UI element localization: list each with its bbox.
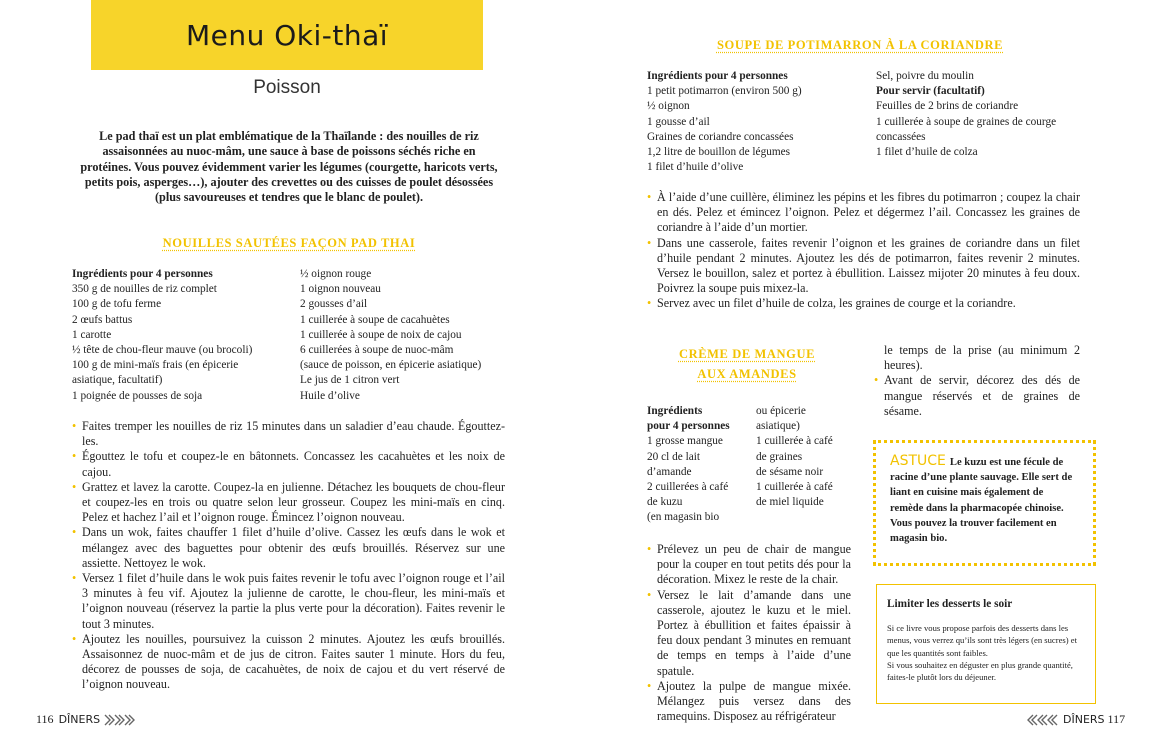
chevrons-right-icon [103, 714, 143, 726]
ingredient-item: 2 œufs battus [72, 313, 133, 326]
recipe-title-mango-cream [647, 344, 847, 384]
ingredients-column-2 [300, 267, 510, 404]
recipe-step: • Grattez et lavez la carotte. Coupez-la en julienne. Détachez les bouquets de chou-fleur et coupez-les en trois ou quatre selon leur grosseur. Coupez les mini-maïs en cinq. Pelez et hachez l’ail et l’oignon rouge. Émincez l’oignon nouveau. [72, 480, 505, 526]
ingredient-item: de kuzu [647, 496, 683, 509]
intro-paragraph: Le pad thaï est un plat emblématique de la Thaïlande : des nouilles de riz assaisonnées au nuoc-mâm, une sauce à base de poissons séchés riche en protéines. Vous pouvez évidemment varier les légumes (courgette, haricots verts, petits pois, asperges…), ajouter des crevettes ou des cuisses de poulet désossées (plus savoureuses et tendres que le blanc de poulet). [80, 129, 498, 205]
ingredient-item: 1 cuillerée à soupe de graines de courge [876, 115, 1057, 128]
ingredient-item: Graines de coriandre concassées [647, 130, 794, 143]
ingredient-item: 6 cuillerées à soupe de nuoc-mâm [300, 344, 454, 357]
recipe-step: • À l’aide d’une cuillère, éliminez les pépins et les fibres du potimarron ; coupez la chair en dés. Pelez et émincez l’oignon. Pelez et dégermez l’ail. Concassez les graines de coriandre à l’aide d’un mortier. [647, 190, 1080, 236]
ingredient-item: Sel, poivre du moulin [876, 70, 974, 82]
dessert-note-box [876, 584, 1096, 704]
ingredient-item: de sésame noir [756, 465, 824, 478]
ingredient-item: ½ tête de chou-fleur mauve (ou brocoli) [72, 344, 253, 357]
title-line: AUX AMANDES [697, 367, 797, 381]
ingredient-item: 1 gousse d’ail [647, 115, 710, 128]
cream-steps-left [647, 542, 851, 724]
ingredient-item: ou épicerie [756, 405, 806, 417]
dessert-note-text [887, 622, 1085, 683]
section-name: DÎNERS [58, 713, 101, 726]
ingredient-item: (en magasin bio [647, 511, 720, 524]
title-line: CRÈME DE MANGUE [678, 347, 816, 361]
recipe-step: • Ajoutez la pulpe de mangue mixée. Mélangez puis versez dans des ramequins. Disposez au réfrigérateur [647, 679, 851, 725]
ingredients-heading: pour 4 personnes [647, 420, 730, 433]
ingredient-item: ½ oignon rouge [300, 268, 372, 280]
ingredient-item: 1 cuillerée à soupe de noix de cajou [300, 328, 462, 341]
ingredient-item: 2 gousses d’ail [300, 298, 368, 311]
page-number: 116 [36, 712, 54, 726]
step-continuation: le temps de la prise (au minimum 2 heures). [884, 343, 1080, 373]
dessert-note-title: Limiter les desserts le soir [887, 598, 1013, 610]
ingredient-list [72, 282, 302, 404]
ingredient-item: 1 carotte [72, 328, 112, 341]
note-paragraph: Si ce livre vous propose parfois des desserts dans les menus, vous verrez qu’ils sont très légers (en sucres) et que les quantités sont faibles. [887, 623, 1077, 658]
note-paragraph: Si vous souhaitez en déguster en plus grande quantité, faites-le plutôt lors du déjeuner. [887, 659, 1073, 683]
ingredient-item: (sauce de poisson, en épicerie asiatique) [300, 359, 482, 372]
recipe-step: • Prélevez un peu de chair de mangue pour la couper en tout petits dés pour la décoration. Mixez le reste de la chair. [647, 542, 851, 588]
ingredient-item: 1 petit potimarron (environ 500 g) [647, 85, 802, 98]
ingredient-item: d’amande [647, 465, 692, 478]
ingredient-item: 1,2 litre de bouillon de légumes [647, 146, 791, 159]
tip-body: Le kuzu est une fécule de racine d’une plante sauvage. Elle sert de liant en cuisine mais également de remède dans la pharmacopée chinoise. Vous pouvez la trouver facilement en magasin bio. [890, 457, 1073, 545]
recipe-step: • Servez avec un filet d’huile de colza, les graines de courge et la coriandre. [647, 296, 1080, 311]
ingredient-item: 1 grosse mangue [647, 435, 723, 448]
right-footer [1024, 712, 1125, 727]
recipe-step: • Versez 1 filet d’huile dans le wok puis faites revenir le tofu avec l’oignon rouge et l’ail 3 minutes à feu vif. Ajoutez la julienne de carotte, le chou-fleur, les mini-maïs et l’oignon nouveau (réservez la partie la plus verte pour la décoration). Faites revenir le tout 3 minutes. [72, 571, 505, 632]
ingredient-item: 1 poignée de pousses de soja [72, 389, 203, 402]
tip-box [873, 440, 1096, 566]
ingredients-column-1 [72, 267, 302, 404]
ingredient-item: Feuilles de 2 brins de coriandre [876, 100, 1019, 113]
soup-ingredients-column-1 [647, 69, 877, 175]
cream-ingredients-column-2 [756, 404, 856, 510]
ingredient-item: 1 cuillerée à soupe de cacahuètes [300, 313, 450, 326]
ingredient-item: 100 g de tofu ferme [72, 298, 162, 311]
ingredient-item: 1 cuillerée à café [756, 481, 833, 494]
ingredient-item: de miel liquide [756, 496, 824, 509]
serve-heading: Pour servir (facultatif) [876, 85, 985, 98]
pad-thai-steps [72, 419, 505, 693]
ingredient-item: ½ oignon [647, 100, 690, 113]
menu-title: Menu Oki-thaï [185, 18, 389, 52]
soup-steps [647, 190, 1080, 312]
ingredient-item: asiatique) [756, 420, 800, 433]
tip-label: ASTUCE [890, 453, 946, 469]
ingredient-item: Le jus de 1 citron vert [300, 374, 400, 387]
ingredient-item: 2 cuillerées à café [647, 481, 729, 494]
ingredient-item: 1 filet d’huile de colza [876, 146, 978, 159]
ingredient-item: asiatique, facultatif) [72, 374, 163, 387]
ingredient-item: 20 cl de lait [647, 450, 701, 463]
ingredient-item: 1 filet d’huile d’olive [647, 161, 744, 174]
title-banner [91, 0, 483, 70]
chevrons-left-icon [1024, 714, 1060, 726]
ingredient-item: 100 g de mini-maïs frais (en épicerie [72, 359, 239, 372]
cream-steps-right [874, 343, 1080, 419]
cream-ingredients-column-1 [647, 404, 757, 526]
recipe-step: • Ajoutez les nouilles, poursuivez la cuisson 2 minutes. Ajoutez les œufs brouillés. Assaisonnez de nuoc-mâm et de jus de citron. Faites sauter 1 minute. Hors du feu, décorez de pousses de soja, de cacahuètes, de noix de cajou et du vert réservé de l’oignon nouveau. [72, 632, 505, 693]
ingredient-item: 1 cuillerée à café [756, 435, 833, 448]
recipe-step: • Dans un wok, faites chauffer 1 filet d’huile d’olive. Cassez les œufs dans le wok et mélangez avec des baguettes pour obtenir des œufs brouillés. Réservez sur une assiette. Nettoyez le wok. [72, 525, 505, 571]
ingredients-heading: Ingrédients [647, 405, 703, 417]
ingredient-item: concassées [876, 130, 926, 143]
recipe-title-soup: SOUPE DE POTIMARRON À LA CORIANDRE [716, 38, 1004, 52]
recipe-step: • Égouttez le tofu et coupez-le en bâtonnets. Concassez les cacahuètes et les noix de cajou. [72, 449, 505, 479]
recipe-step: • Dans une casserole, faites revenir l’oignon et les graines de coriandre dans un filet d’huile pendant 2 minutes. Ajoutez les dés de potimarron, faites revenir 2 minutes. Versez le bouillon, salez et portez à ébullition. Laissez mijoter 20 minutes à feu doux. Poivrez la soupe puis mixez-la. [647, 236, 1080, 297]
ingredient-item: 1 oignon nouveau [300, 283, 381, 296]
ingredients-heading: Ingrédients pour 4 personnes [647, 70, 788, 82]
tip-text [890, 454, 1079, 546]
left-footer [36, 712, 143, 727]
ingredient-item: de graines [756, 450, 803, 463]
recipe-step: • Versez le lait d’amande dans une casserole, ajoutez le kuzu et le miel. Portez à ébullition et faites épaissir à feu doux pendant 3 minutes en remuant de temps en temps à l’aide d’une spatule. [647, 588, 851, 679]
soup-ingredients-column-2 [876, 69, 1086, 160]
ingredient-item: Huile d’olive [300, 389, 360, 402]
section-name: DÎNERS [1063, 713, 1105, 726]
ingredients-heading: Ingrédients pour 4 personnes [72, 268, 213, 280]
recipe-title-pad-thai: NOUILLES SAUTÉES FAÇON PAD THAI [162, 236, 416, 250]
page-number: 117 [1107, 712, 1126, 726]
ingredient-item: 350 g de nouilles de riz complet [72, 283, 217, 296]
recipe-step: • Avant de servir, décorez des dés de mangue réservés et de graines de sésame. [874, 373, 1080, 419]
recipe-step: • Faites tremper les nouilles de riz 15 minutes dans un saladier d’eau chaude. Égouttez-les. [72, 419, 505, 449]
menu-subtitle: Poisson [253, 77, 321, 98]
